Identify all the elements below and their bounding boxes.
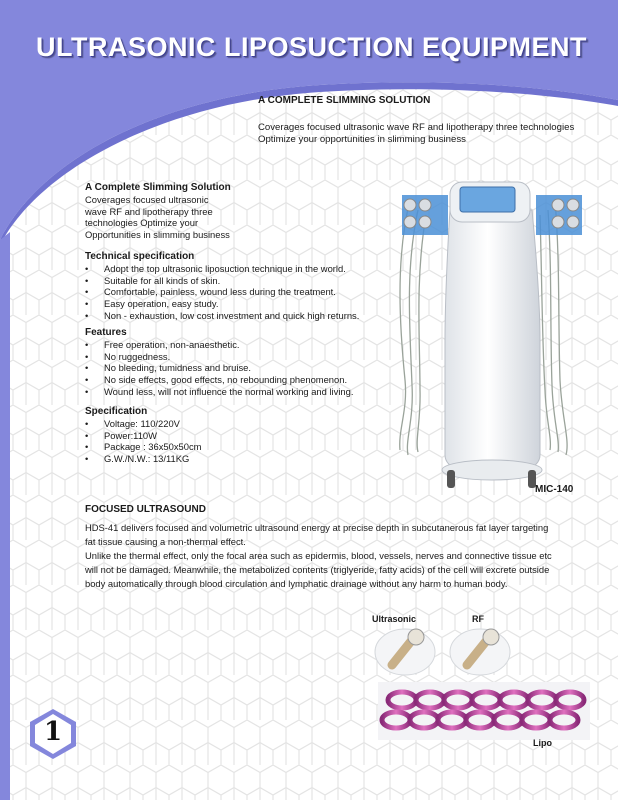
summary-line: technologies Optimize your xyxy=(85,217,199,229)
list-item: • Voltage: 110/220V xyxy=(85,418,201,430)
model-label: MIC-140 xyxy=(535,484,574,495)
page-title: ULTRASONIC LIPOSUCTION EQUIPMENT xyxy=(36,32,588,62)
list-item: • Free operation, non-anaesthetic. xyxy=(85,339,353,351)
list-item: • Non - exhaustion, low cost investment and quick high returns. xyxy=(85,310,359,322)
list-item: • Easy operation, easy study. xyxy=(85,298,359,310)
rf-caption: RF xyxy=(472,614,484,624)
list-item: • No bleeding, tumidness and bruise. xyxy=(85,362,353,374)
lipo-pads-image xyxy=(378,682,590,740)
ultrasonic-probe-image xyxy=(375,629,435,675)
summary-line: wave RF and lipotherapy three xyxy=(85,205,213,217)
technical-section xyxy=(85,251,359,322)
list-item: • No side effects, good effects, no rebounding phenomenon. xyxy=(85,374,353,386)
intro-text: Coverages focused ultrasonic wave RF and lipotherapy three technologies Optimize your opportunities in slimming business xyxy=(258,121,575,145)
focused-paragraph: Unlike the thermal effect, only the focal area such as epidermis, blood, vessels, nerves and connective tissue etc will not be damaged. Meanwhile, the metabolized contents (triglyeride, fatty acids) of the cell will excrete outside body automatically through blood circulation and lymphatic drainage without any harm to human body. xyxy=(85,550,552,589)
specification-heading: Specification xyxy=(85,406,148,417)
summary-heading: A Complete Slimming Solution xyxy=(85,182,231,193)
page-number: 1 xyxy=(43,717,63,747)
list-item: • G.W./N.W.: 13/11KG xyxy=(85,453,201,465)
summary-line: Coverages focused ultrasonic xyxy=(85,194,209,205)
features-section xyxy=(85,327,353,398)
list-item: • Power:110W xyxy=(85,430,201,442)
intro-section xyxy=(258,95,588,147)
features-list xyxy=(85,339,353,398)
technical-list xyxy=(85,263,359,322)
ultrasonic-caption: Ultrasonic xyxy=(372,614,417,624)
technical-heading: Technical specification xyxy=(85,251,195,262)
features-heading: Features xyxy=(85,327,127,338)
focused-paragraph: HDS-41 delivers focused and volumetric ultrasound energy at precise depth in subcutanerous fat layer targeting fat tissue causing a non-thermal effect. xyxy=(85,522,549,547)
summary-section xyxy=(85,182,231,241)
lipo-caption: Lipo xyxy=(533,738,552,748)
list-item: • No ruggedness. xyxy=(85,351,353,363)
focused-heading: FOCUSED ULTRASOUND xyxy=(85,504,206,515)
list-item: • Adopt the top ultrasonic liposuction technique in the world. xyxy=(85,263,359,275)
list-item: • Suitable for all kinds of skin. xyxy=(85,275,359,287)
specification-list xyxy=(85,418,201,465)
summary-line: Opportunities in slimming business xyxy=(85,229,230,241)
focused-section xyxy=(85,504,555,591)
list-item: • Comfortable, painless, wound less during the treatment. xyxy=(85,286,359,298)
list-item: • Wound less, will not influence the normal working and living. xyxy=(85,386,353,398)
rf-probe-image xyxy=(450,629,510,675)
list-item: • Package : 36x50x50cm xyxy=(85,441,201,453)
intro-heading: A COMPLETE SLIMMING SOLUTION xyxy=(258,95,431,106)
specification-section xyxy=(85,406,201,465)
